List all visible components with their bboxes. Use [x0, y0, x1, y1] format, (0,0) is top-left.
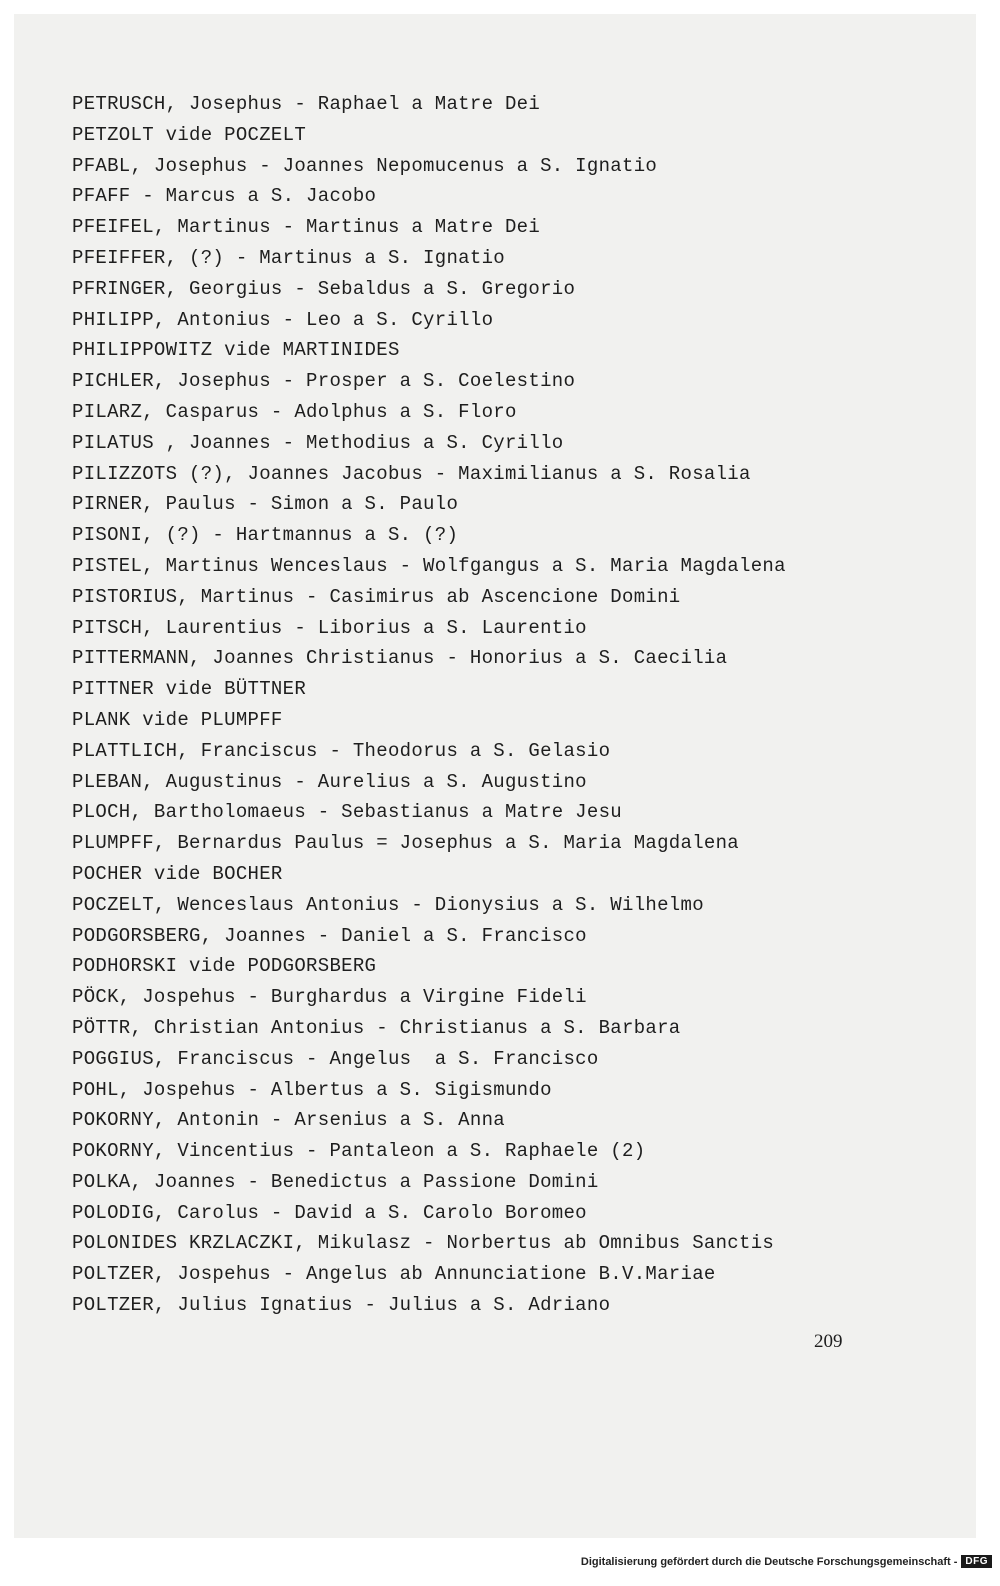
page-number: 209 — [814, 1331, 843, 1352]
register-entry: PÖTTR, Christian Antonius - Christianus a S. Barbara — [72, 1016, 681, 1039]
register-entry: POHL, Jospehus - Albertus a S. Sigismundo — [72, 1078, 552, 1101]
register-entry: PLEBAN, Augustinus - Aurelius a S. Augustino — [72, 770, 587, 793]
register-entry: PISTORIUS, Martinus - Casimirus ab Ascencione Domini — [72, 585, 681, 608]
register-entry: POCZELT, Wenceslaus Antonius - Dionysius a S. Wilhelmo — [72, 893, 704, 916]
register-entry: PISTEL, Martinus Wenceslaus - Wolfgangus a S. Maria Magdalena — [72, 554, 786, 577]
register-entry: PFAFF - Marcus a S. Jacobo — [72, 185, 377, 208]
register-entry: PILARZ, Casparus - Adolphus a S. Floro — [72, 400, 517, 423]
register-entry: PITSCH, Laurentius - Liborius a S. Laurentio — [72, 616, 587, 639]
register-entry: POLTZER, Jospehus - Angelus ab Annunciatione B.V.Mariae — [72, 1263, 716, 1286]
register-entry: PITTNER vide BÜTTNER — [72, 678, 307, 701]
register-entry: PISONI, (?) - Hartmannus a S. (?) — [72, 524, 459, 547]
register-entry: PETRUSCH, Josephus - Raphael a Matre Dei — [72, 93, 541, 115]
register-entry: POKORNY, Vincentius - Pantaleon a S. Raphaele (2) — [72, 1140, 646, 1163]
register-entry-list — [72, 89, 786, 1321]
digitization-footer — [581, 1555, 992, 1568]
register-entry: PFABL, Josephus - Joannes Nepomucenus a S. Ignatio — [72, 154, 658, 177]
register-entry: POCHER vide BOCHER — [72, 862, 283, 885]
register-entry: PODHORSKI vide PODGORSBERG — [72, 955, 377, 978]
register-entry: PÖCK, Jospehus - Burghardus a Virgine Fideli — [72, 986, 587, 1009]
register-entry: PICHLER, Josephus - Prosper a S. Coelestino — [72, 370, 576, 393]
register-entry: PLANK vide PLUMPFF — [72, 708, 283, 731]
register-entry: PLATTLICH, Franciscus - Theodorus a S. Gelasio — [72, 739, 611, 762]
register-entry: PIRNER, Paulus - Simon a S. Paulo — [72, 493, 459, 516]
register-entry: PILATUS , Joannes - Methodius a S. Cyrillo — [72, 431, 564, 454]
register-entry: PFEIFEL, Martinus - Martinus a Matre Dei — [72, 216, 541, 239]
register-entry: PHILIPPOWITZ vide MARTINIDES — [72, 339, 400, 362]
register-entry: PETZOLT vide POCZELT — [72, 123, 307, 146]
register-entry: PODGORSBERG, Joannes - Daniel a S. Francisco — [72, 924, 587, 947]
dfg-logo: DFG — [961, 1555, 992, 1568]
footer-credit-text: Digitalisierung gefördert durch die Deutsche Forschungsgemeinschaft - — [580, 1555, 958, 1568]
register-entry: PITTERMANN, Joannes Christianus - Honorius a S. Caecilia — [72, 647, 728, 670]
document-page — [14, 14, 976, 1538]
register-entry: PHILIPP, Antonius - Leo a S. Cyrillo — [72, 308, 494, 331]
register-entry: POLTZER, Julius Ignatius - Julius a S. Adriano — [72, 1294, 611, 1317]
register-entry: POLODIG, Carolus - David a S. Carolo Boromeo — [72, 1201, 587, 1224]
register-entry: POKORNY, Antonin - Arsenius a S. Anna — [72, 1109, 505, 1132]
register-entry: POLKA, Joannes - Benedictus a Passione Domini — [72, 1170, 599, 1193]
register-entry: PLOCH, Bartholomaeus - Sebastianus a Matre Jesu — [72, 801, 622, 824]
register-entry: POLONIDES KRZLACZKI, Mikulasz - Norbertus ab Omnibus Sanctis — [72, 1232, 775, 1255]
register-entry: POGGIUS, Franciscus - Angelus a S. Francisco — [72, 1047, 599, 1070]
register-entry: PFRINGER, Georgius - Sebaldus a S. Gregorio — [72, 277, 576, 300]
register-entry: PFEIFFER, (?) - Martinus a S. Ignatio — [72, 246, 505, 269]
register-entry: PLUMPFF, Bernardus Paulus = Josephus a S. Maria Magdalena — [72, 832, 740, 855]
register-entry: PILIZZOTS (?), Joannes Jacobus - Maximilianus a S. Rosalia — [72, 462, 751, 485]
